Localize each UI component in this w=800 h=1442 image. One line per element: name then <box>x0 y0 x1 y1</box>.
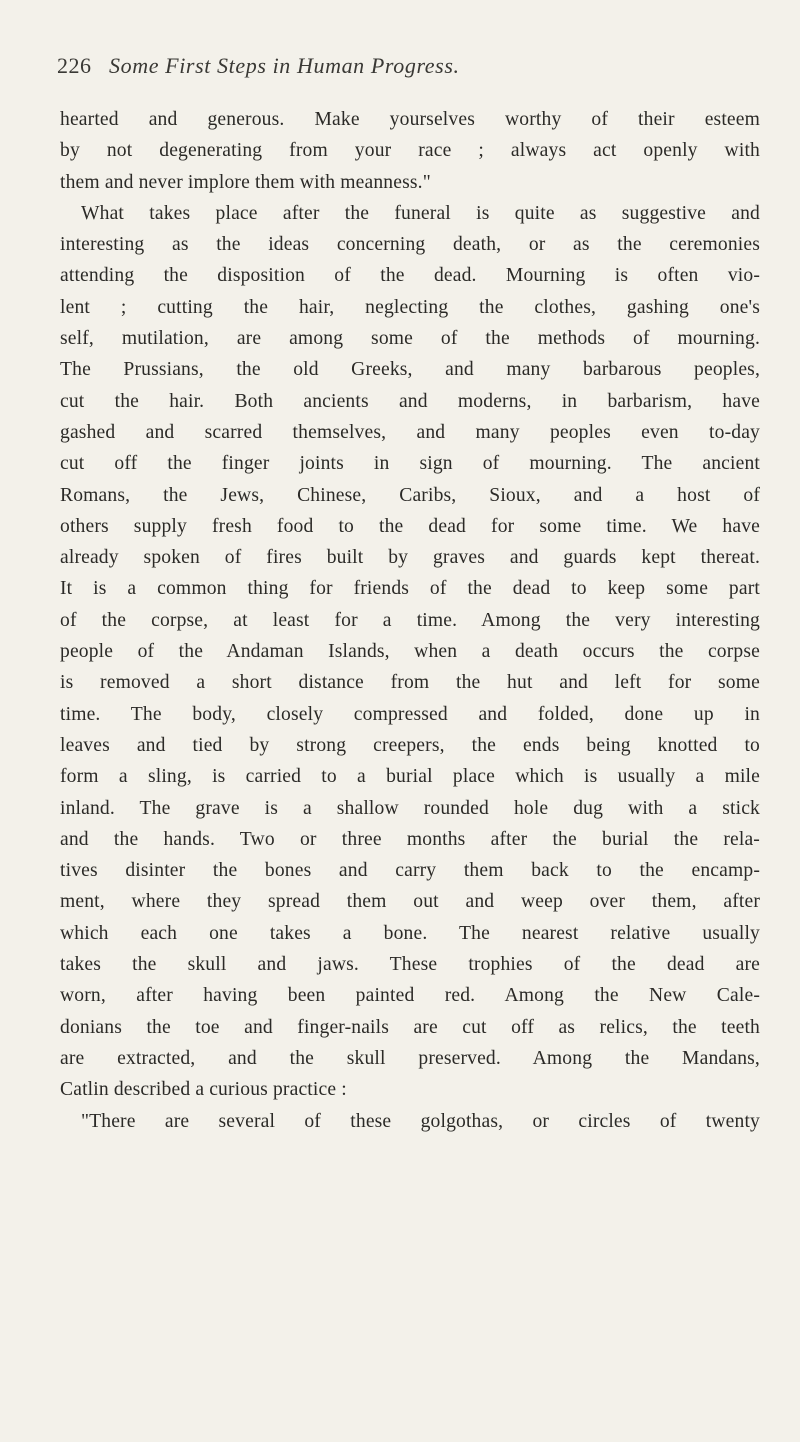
text-line: worn, after having been painted red. Among the New Cale- <box>60 985 760 1007</box>
text-line: The Prussians, the old Greeks, and many barbarous peoples, <box>60 359 760 381</box>
text-line: donians the toe and finger-nails are cut off as relics, the teeth <box>60 1016 760 1038</box>
text-line: others supply fresh food to the dead for some time. We have <box>60 515 760 537</box>
text-line: attending the disposition of the dead. Mourning is often vio- <box>60 265 760 287</box>
running-title: Some First Steps in Human Progress. <box>109 53 460 78</box>
text-line: tives disinter the bones and carry them back to the encamp- <box>60 860 760 882</box>
text-line: them and never implore them with meanness." <box>60 171 431 193</box>
page-number: 226 <box>57 53 92 78</box>
text-line: is removed a short distance from the hut and left for some <box>60 672 760 694</box>
text-line: "There are several of these golgothas, or circles of twenty <box>81 1110 760 1132</box>
text-line: already spoken of fires built by graves and guards kept thereat. <box>60 547 760 569</box>
text-line: people of the Andaman Islands, when a death occurs the corpse <box>60 641 760 663</box>
text-line: are extracted, and the skull preserved. Among the Mandans, <box>60 1047 760 1069</box>
text-line: cut the hair. Both ancients and moderns, in barbarism, have <box>60 390 760 412</box>
text-line: leaves and tied by strong creepers, the ends being knotted to <box>60 734 760 756</box>
text-line: self, mutilation, are among some of the methods of mourning. <box>60 328 760 350</box>
text-line: inland. The grave is a shallow rounded hole dug with a stick <box>60 797 760 819</box>
text-line: time. The body, closely compressed and folded, done up in <box>60 703 760 725</box>
text-line: which each one takes a bone. The nearest relative usually <box>60 922 760 944</box>
text-line: hearted and generous. Make yourselves worthy of their esteem <box>60 109 760 130</box>
text-line: and the hands. Two or three months after the burial the rela- <box>60 828 760 850</box>
text-line: interesting as the ideas concerning death, or as the ceremonies <box>60 234 760 256</box>
text-line: What takes place after the funeral is quite as suggestive and <box>81 202 760 224</box>
text-line: cut off the finger joints in sign of mourning. The ancient <box>60 453 760 475</box>
text-line: gashed and scarred themselves, and many peoples even to-day <box>60 421 760 443</box>
text-line: of the corpse, at least for a time. Among the very interesting <box>60 609 760 631</box>
text-line: It is a common thing for friends of the dead to keep some part <box>60 578 760 600</box>
text-line: takes the skull and jaws. These trophies of the dead are <box>60 954 760 976</box>
text-line: Catlin described a curious practice : <box>60 1079 347 1101</box>
text-line: Romans, the Jews, Chinese, Caribs, Sioux, and a host of <box>60 484 760 506</box>
text-line: ment, where they spread them out and weep over them, after <box>60 891 760 913</box>
text-line: form a sling, is carried to a burial place which is usually a mile <box>60 766 760 788</box>
text-line: lent ; cutting the hair, neglecting the clothes, gashing one's <box>60 296 760 318</box>
running-head <box>57 52 757 80</box>
body-text <box>60 104 760 1137</box>
text-line: by not degenerating from your race ; always act openly with <box>60 140 760 162</box>
